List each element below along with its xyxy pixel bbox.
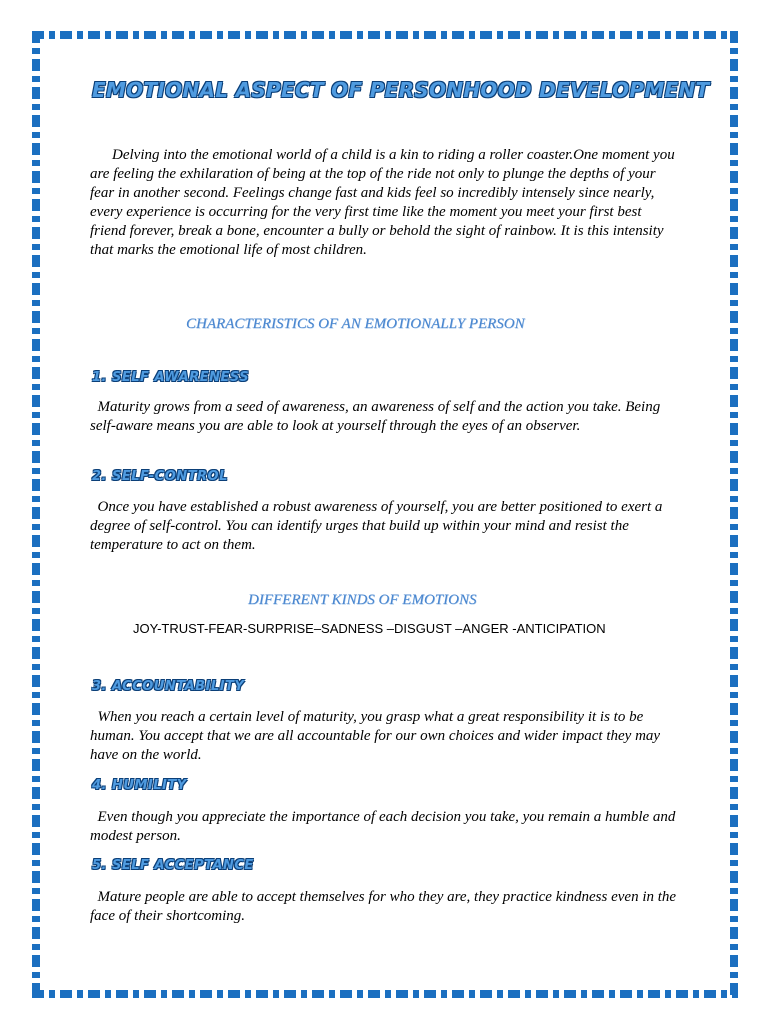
item-heading-self-acceptance: 5. SELF ACCEPTANCE: [92, 858, 254, 873]
item-text-humility: Even though you appreciate the importance of each decision you take, you remain a humble and modest person.: [90, 809, 676, 844]
intro-text: Delving into the emotional world of a child is a kin to riding a roller coaster.One moment you are feeling the exhilaration of being at the top of the ride not only to plunge the depths of your fear in another second. Feelings change fast and kids feel so incredibly intensely since nearly, every experience is occurring for the very first time like the moment you meet your first best friend forever, break a bone, encounter a bully or behold the sight of rainbow. It is this intensity that marks the emotional life of most children.: [90, 147, 675, 258]
item-text-accountability: When you reach a certain level of maturity, you grasp what a great responsibility it is to be human. You accept that we are all accountable for our own choices and wider impact they may have on the world.: [90, 709, 661, 763]
page-border-top: [32, 31, 738, 39]
item-text-self-acceptance: Mature people are able to accept themselves for who they are, they practice kindness even in the face of their shortcoming.: [90, 889, 677, 924]
item-text-self-control: Once you have established a robust awareness of yourself, you are better positioned to exert a degree of self-control. You can identify urges that build up within your mind and resist the temperature to act on them.: [90, 499, 663, 553]
characteristics-heading: CHARACTERISTICS OF AN EMOTIONALLY PERSON: [186, 316, 525, 332]
item-heading-humility: 4. HUMILITY: [92, 778, 187, 793]
page-border-bottom: [32, 990, 738, 998]
page-border-left: [32, 31, 40, 998]
document-title: EMOTIONAL ASPECT OF PERSONHOOD DEVELOPMENT: [92, 78, 710, 102]
item-heading-self-awareness: 1. SELF AWARENESS: [92, 370, 250, 385]
item-heading-accountability: 3. ACCOUNTABILITY: [92, 679, 245, 694]
emotions-list: JOY-TRUST-FEAR-SURPRISE–SADNESS –DISGUST –ANGER -ANTICIPATION: [133, 621, 606, 636]
kinds-of-emotions-heading: DIFFERENT KINDS OF EMOTIONS: [248, 592, 477, 608]
page-border-right: [730, 31, 738, 998]
intro-paragraph: [90, 146, 680, 260]
item-text-self-awareness: Maturity grows from a seed of awareness, an awareness of self and the action you take. Being self-aware means you are able to look at yourself through the eyes of an observer.: [90, 399, 661, 434]
item-heading-self-control: 2. SELF-CONTROL: [92, 469, 228, 484]
